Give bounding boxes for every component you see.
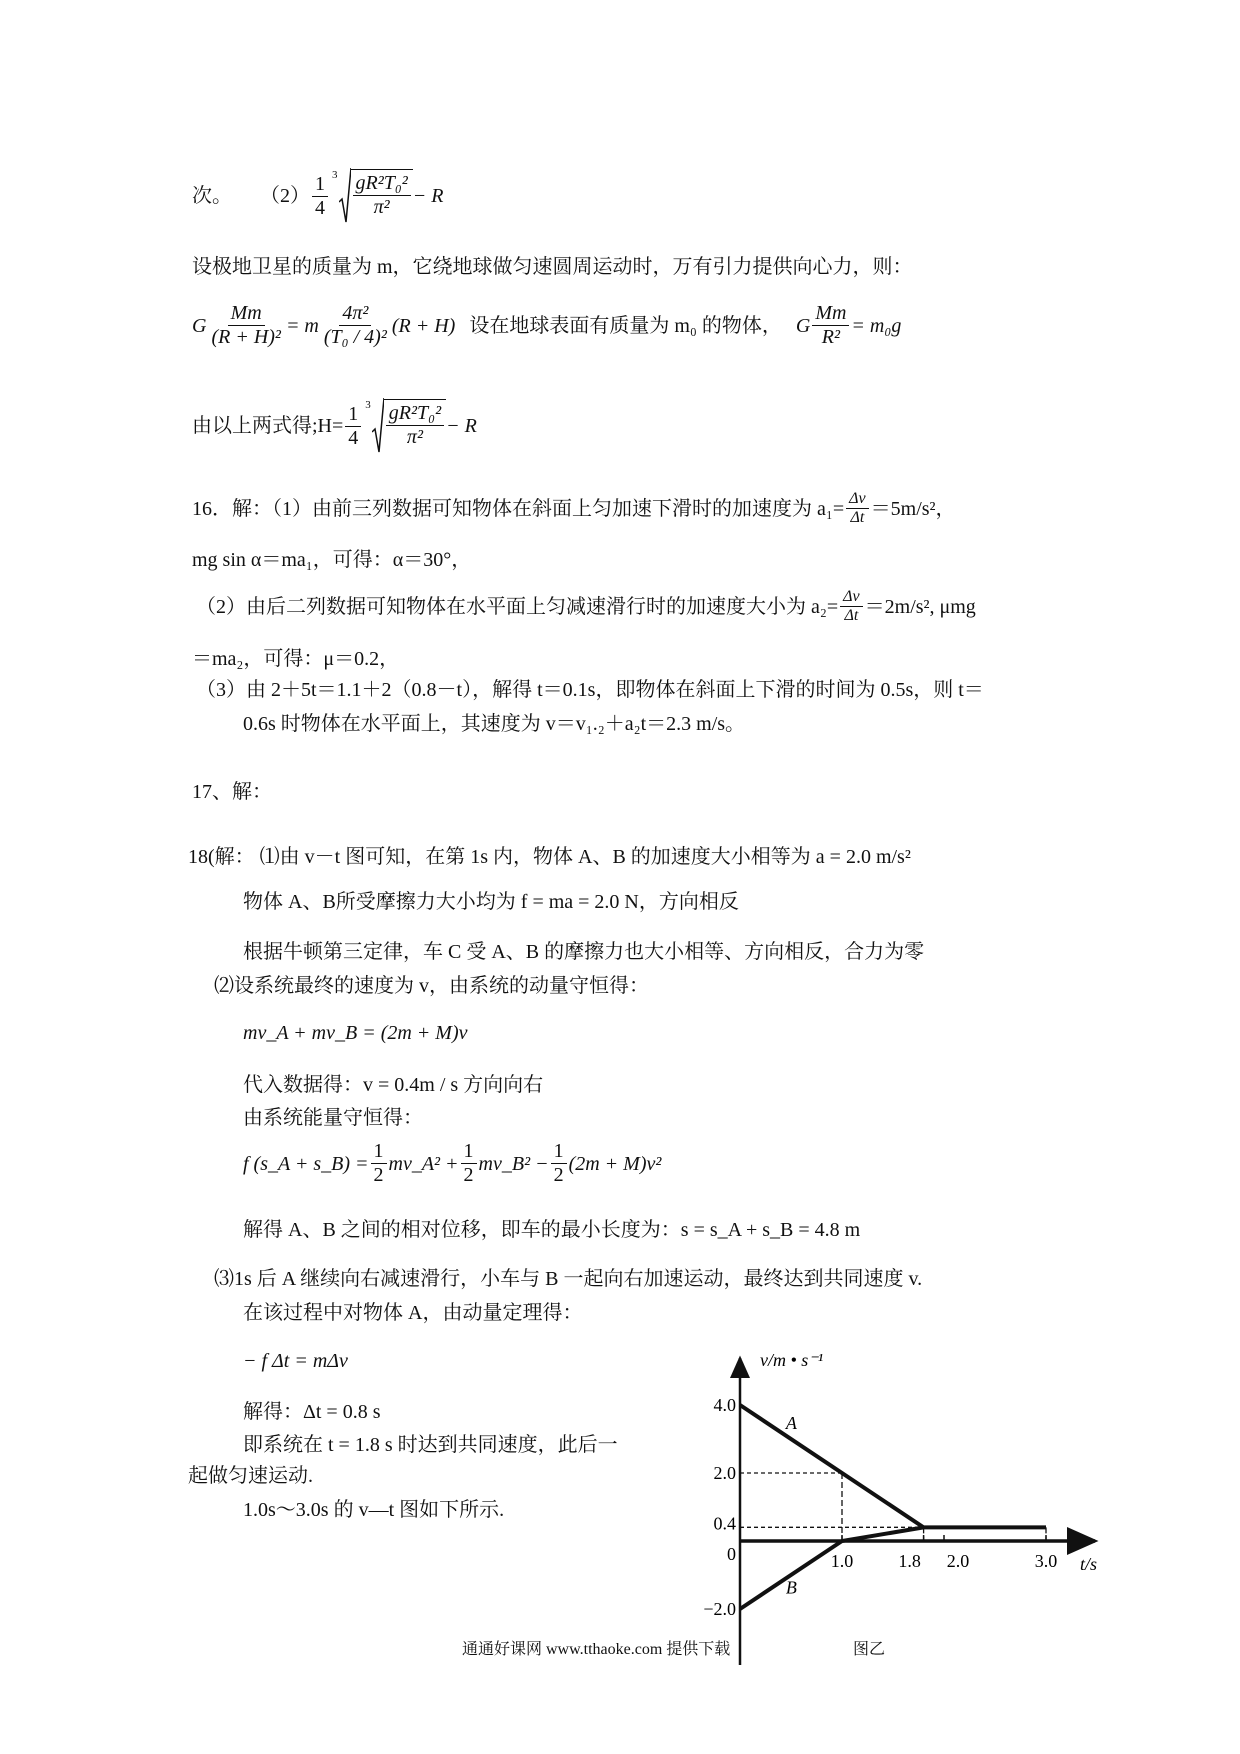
- text: = m₀g: [851, 314, 902, 337]
- num: 1: [551, 1140, 567, 1164]
- text: (R + H): [391, 314, 456, 337]
- x-axis-label: t/s: [1080, 1554, 1098, 1574]
- den: π²: [373, 196, 390, 218]
- text: (2m + M)v²: [568, 1152, 662, 1175]
- text: 解得 A、B 之间的相对位移，即车的最小长度为：s = s_A + s_B = 4.8 m: [243, 1219, 861, 1241]
- text: f (s_A + s_B) =: [243, 1152, 369, 1175]
- text: G: [795, 314, 811, 337]
- caption-text: 图乙: [853, 1641, 886, 1658]
- num: 1: [371, 1140, 387, 1164]
- y-tick-label: 2.0: [713, 1463, 736, 1483]
- series-A-label: A: [785, 1412, 797, 1433]
- y-tick-label: 0: [727, 1544, 736, 1564]
- text: 设极地卫星的质量为 m，它绕地球做匀速圆周运动时，万有引力提供向心力，则：: [192, 256, 913, 278]
- num: gR²T₀²: [386, 402, 444, 426]
- footer-text: 通通好课网 www.tthaoke.com 提供下载: [462, 1641, 731, 1658]
- series-B-label: B: [785, 1577, 797, 1598]
- text: G: [192, 314, 207, 337]
- text: 起做匀速运动.: [188, 1465, 313, 1487]
- root-index: 3: [332, 169, 338, 181]
- num: Δv: [840, 588, 863, 607]
- text: 16．解：（1）由前三列数据可知物体在斜面上匀加速下滑时的加速度为 a₁=: [192, 497, 845, 520]
- x-tick-label: 2.0: [946, 1551, 970, 1571]
- text: ⑵设系统最终的速度为 v，由系统的动量守恒得：: [214, 975, 649, 997]
- figure-caption: [853, 1640, 885, 1659]
- text: ＝ma₂，可得：μ＝0.2，: [192, 648, 400, 670]
- text: ＝2m/s², μmg: [864, 595, 976, 618]
- num: 1: [345, 403, 361, 427]
- text: − R: [412, 185, 444, 207]
- text: 设在地球表面有质量为 m₀ 的物体，: [469, 314, 782, 337]
- num: 4π²: [339, 302, 371, 326]
- text: （3）由 2＋5t＝1.1＋2（0.8－t），解得 t＝0.1s，即物体在斜面上下滑的时间为 0.5s，则 t＝: [196, 679, 984, 701]
- text: 根据牛顿第三定律，车 C 受 A、B 的摩擦力也大小相等、方向相反，合力为零: [243, 941, 925, 963]
- den: R²: [821, 326, 840, 348]
- den: 2: [373, 1164, 384, 1186]
- text: 在该过程中对物体 A，由动量定理得：: [243, 1302, 583, 1324]
- num: Mm: [812, 302, 849, 326]
- den: Δt: [850, 509, 865, 527]
- den: π²: [406, 426, 423, 448]
- text: mv_A + mv_B = (2m + M)v: [243, 1022, 468, 1044]
- text: 次。: [192, 185, 232, 207]
- text: 解得：Δt = 0.8 s: [243, 1401, 381, 1423]
- x-tick-label: 1.8: [898, 1551, 921, 1571]
- x-tick-label: 1.0: [830, 1551, 854, 1571]
- y-tick-label: −2.0: [703, 1599, 736, 1619]
- text: 18(解： ⑴由 v－t 图可知，在第 1s 内，物体 A、B 的加速度大小相等为 a = 2.0 m/s²: [188, 846, 911, 868]
- text: （2）由后二列数据可知物体在水平面上匀减速滑行时的加速度大小为 a₂=: [196, 595, 839, 618]
- root-index: 3: [365, 399, 371, 411]
- text: mv_A² +: [388, 1152, 459, 1175]
- text: mv_B² −: [478, 1152, 549, 1175]
- text: 由以上两式得;H=: [192, 415, 344, 437]
- den: Δt: [844, 607, 859, 625]
- num: Δv: [846, 490, 869, 509]
- x-tick-label: 3.0: [1034, 1551, 1058, 1571]
- text: 物体 A、B所受摩擦力大小均为 f = ma = 2.0 N，方向相反: [243, 891, 739, 913]
- y-tick-label: 0.4: [713, 1513, 736, 1534]
- den: (T₀ / 4)²: [323, 326, 387, 348]
- text: 由系统能量守恒得：: [243, 1107, 423, 1129]
- den: (R + H)²: [211, 326, 281, 348]
- den: 4: [315, 196, 325, 219]
- text: 即系统在 t = 1.8 s 时达到共同速度，此后一: [243, 1434, 618, 1456]
- text: 17、解：: [192, 781, 272, 803]
- text: 代入数据得：v = 0.4m / s 方向向右: [243, 1074, 544, 1096]
- text: ⑶1s 后 A 继续向右减速滑行，小车与 B 一起向右加速运动，最终达到共同速度 v.: [214, 1268, 923, 1290]
- text: （2）: [260, 185, 310, 207]
- y-tick-label: 4.0: [713, 1395, 736, 1415]
- den: 2: [553, 1164, 564, 1186]
- den: 2: [463, 1164, 474, 1186]
- text: − R: [446, 415, 477, 437]
- text: ＝5m/s²，: [870, 497, 956, 520]
- den: 4: [348, 426, 359, 449]
- footer: [462, 1640, 730, 1659]
- text: 0.6s 时物体在水平面上，其速度为 v＝v₁.₂＋a₂t＝2.3 m/s。: [243, 713, 746, 735]
- text: − f Δt = mΔv: [243, 1350, 348, 1372]
- y-axis-label: v/m • s⁻¹: [760, 1350, 824, 1370]
- num: 1: [312, 173, 328, 197]
- num: 1: [461, 1140, 477, 1164]
- text: = m: [285, 314, 319, 337]
- text: 1.0s～3.0s 的 v—t 图如下所示.: [243, 1499, 505, 1521]
- text: mg sin α＝ma₁，可得：α＝30°，: [192, 549, 472, 571]
- num: gR²T₀²: [353, 172, 411, 196]
- num: Mm: [228, 302, 265, 326]
